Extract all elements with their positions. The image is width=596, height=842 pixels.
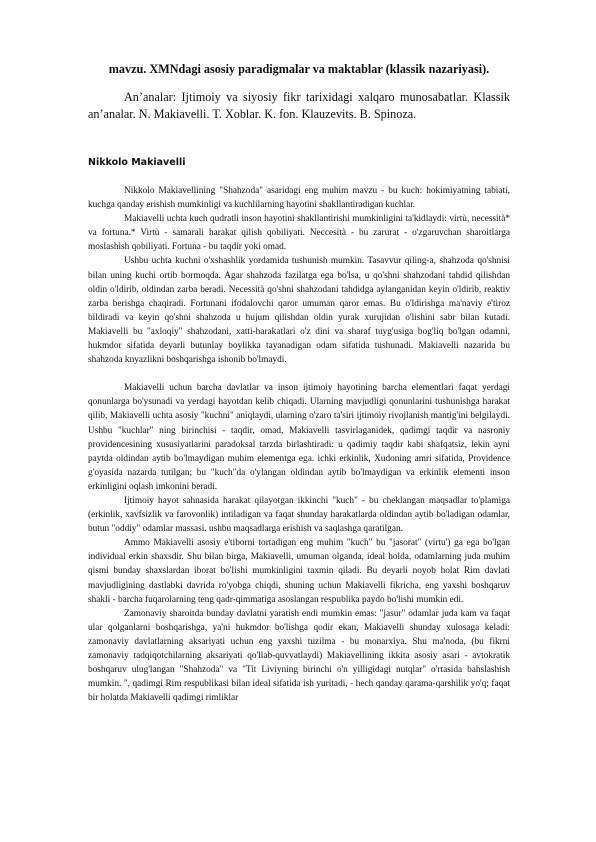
section-heading: Nikkolo Makiavelli — [88, 157, 186, 168]
paragraph: Zamonaviy sharoitda bunday davlatni yaratish endi mumkin emas: "jasur" odamlar juda kam va faqat ular qolganlarni boshqarishga, ya'ni hukmdor bo'lishga qodir ekan, Makiavelli shunday xulosaga keladi: zamonaviy davlatlarning aksariyati uchun eng yaxshi tuzilma - bu monarxiya. Shu ma'noda, (bu fikrni zamonaviy tadqiqotchilarning aksariyati qo'llab-quvvatlaydi) Makiavellining ikkita asosiy asari - avtokratik boshqaruv ulug'langan "Shahzoda" va "Tit Liviyning birinchi o'n yilligidagi nutqlar" o'rtasida bahslashish mumkin. ", qadimgi Rim respublikasi bilan ideal sifatida ish yuritadi, - hech qanday qarama-qarshilik yo'q; faqat bir holatda Makiavelli qadimgi rimliklar — [88, 608, 510, 704]
paragraph: Makiavelli uchta kuch qudratli inson hayotini shakllantirishi mumkinligini ta'kidlaydi: virtù, necessità* va fortuna.* Virtù - samarali harakat qilish qobiliyati. Neccesità - bu zarurat - o'zgaruvchan sharoitlarga moslashish qobiliyati. Fortuna - bu taqdir yoki omad. — [88, 214, 510, 253]
paragraph: Nikkolo Makiavellining "Shahzoda" asaridagi eng muhim mavzu - bu kuch: hokimiyatning tabiati, kuchga qanday erishish mumkinligi va kuchlilarning hayotini shakllantiradigan kuchlar. — [88, 186, 510, 211]
paragraph: Ammo Makiavelli asosiy e'tiborni tortadigan eng muhim "kuch" bu "jasorat" (virtu') ga ega bo'lgan individual erkin shaxsdir. Shu bilan birga, Makiavelli, umuman olganda, ideal holda, odamlarning juda muhim qismi bunday shaxslardan iborat bo'lishi mumkinligini taxmin qiladi. Bu deyarli noyob holat Rim davlati mavjudligining dastlabki davrida ro'yobga chiqdi, shuning uchun Makiavelli fikricha, eng yaxshi boshqaruv shakli - barcha fuqarolarning teng qadr-qimmatiga asoslangan respublika paydo bo'lishi mumkin edi. — [88, 538, 510, 605]
paragraph: Ijtimoiy hayot sahnasida harakat qilayotgan ikkinchi "kuch" - bu cheklangan maqsadlar to'plamiga (erkinlik, xavfsizlik va farovonlik) intiladigan va faqat shunday harakatlarda oldindan aytib bo'ladigan odamlar, butun "oddiy" odamlar massasi. ushbu maqsadlarga erishish va saqlashga qaratilgan. — [88, 495, 510, 535]
paragraph: Makiavelli uchun barcha davlatlar va inson ijtimoiy hayotining barcha elementlari faqat yerdagi qonunlarga bo'ysunadi va yerdagi hayotdan kelib chiqadi. Ularning mavjudligi qonunlarini tushunishga harakat qilib, Makiavelli uchta asosiy "kuchni" aniqlaydi, ularning o'zaro ta'siri ijtimoiy rivojlanish mantig'ini belgilaydi. Ushbu "kuchlar" ning birinchisi - taqdir, omad, Makiavelli tasvirlaganidek, qadimgi taqdir va nasroniy providencesining xususiyatlarini paradoksal tarzda birlashtiradi: u qadimiy taqdir kabi shafqatsiz, lekin ayni paytda oldindan aytib bo'lmaydigan muhim elementga ega. ichki erkinlik, Xudoning amri sifatida, Providence g'oyasida nazarda tutilgan; bu "kuch"da o'ylangan oldindan aytib bo'lmaydigan va erkinlik elementi inson erkinligini oqlash imkonini beradi. — [88, 383, 510, 492]
intro-paragraph: An’analar: Ijtimoiy va siyosiy fikr tarixidagi xalqaro munosabatlar. Klassik an’analar. N. Makiavelli. T. Xoblar. K. fon. Klauzevits. B. Spinoza. — [88, 90, 510, 121]
page-title: mavzu. XMNdagi asosiy paradigmalar va maktablar (klassik nazariyasi). — [108, 62, 490, 76]
paragraph: Ushbu uchta kuchni o'xshashlik yordamida tushunish mumkin. Tasavvur qiling-a, shahzoda qo'shnisi bilan uning kuchi ortib bormoqda. Agar shahzoda fazilatga ega bo'lsa, u qo'shni shahzodani tahdid qilishdan oldin o'ldirib, oldindan zarba beradi. Necessità qo'shni shahzodani tahdidga aylanganidan keyin o'ldirib, reaktiv zarba berishga chaqiradi. Fortunani ifodalovchi qaror umuman qaror emas. Bu o'ldirishga ma'naviy e'tiroz bildiradi va keyin qo'shni shahzoda u hujum qilishdan oldin yurak xurujidan o'lishini sabr bilan kutadi. Makiavelli bu "axloqiy" shahzodani, xatti-harakatlari o'z dini va sharaf tuyg'usiga bog'liq bo'lgan odamni, hukmdor sifatida deyarli butunlay boylikka tayanadigan odam sifatida tushunadi. Makiavelli nazarida bu shahzoda knyazlikni boshqarishga ishonib bo'lmaydi. — [88, 256, 510, 366]
body-text — [88, 184, 510, 705]
